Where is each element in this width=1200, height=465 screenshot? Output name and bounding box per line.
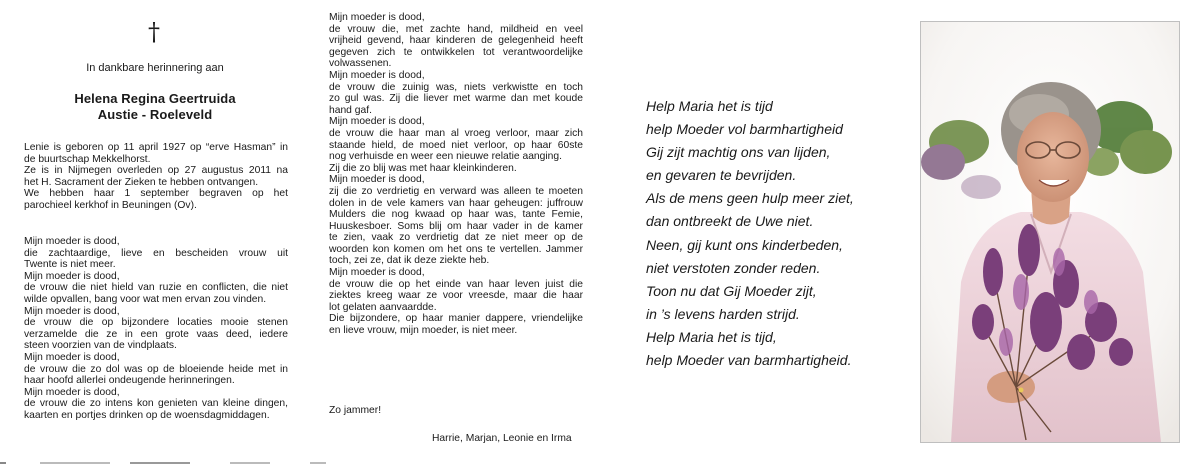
poem-line: dolen in de vele kamers van haar geheugen: juffrouw: [329, 197, 583, 209]
poem-line: de vrouw die haar man al vroeg verloor, maar zich: [329, 127, 583, 139]
bio-line: Lenie is geboren op 11 april 1927 op “erve Hasman” in: [24, 142, 288, 153]
memorial-poem-part2: [329, 12, 583, 337]
prayer-line: en gevaren te bevrijden.: [646, 167, 797, 184]
poem-line: zo gul was. Zij die liever met warme dan met koude: [329, 93, 583, 105]
poem-line: Mijn moeder is dood,: [329, 174, 425, 186]
family-signature: Harrie, Marjan, Leonie en Irma: [432, 433, 572, 444]
poem-line: volwassenen.: [329, 58, 392, 70]
poem-line: woorden kon komen om het ons te vertellen. Jammer: [329, 243, 583, 255]
scan-edge-marks: [0, 459, 1200, 465]
prayer-line: dan ontbreekt de Uwe niet.: [646, 213, 814, 230]
prayer-line: Neen, gij kunt ons kinderbeden,: [646, 236, 843, 253]
poem-line: toch, zei ze, dat ik deze ziekte heb.: [329, 255, 490, 267]
poem-line: die zachtaardige, lieve en bescheiden vrouw uit: [24, 247, 288, 259]
poem-line: kaarten en portjes drinken op de woensdagmiddagen.: [24, 409, 270, 421]
poem-line: de vrouw die zuinig was, niets verkwistte en toch: [329, 81, 583, 93]
prayer-line: Gij zijt machtig ons van lijden,: [646, 144, 831, 161]
poem-line: de vrouw die niet hield van ruzie en conflicten, die niet: [24, 282, 288, 294]
prayer-line: Als de mens geen hulp meer ziet,: [646, 190, 854, 207]
portrait-illustration: [921, 22, 1179, 442]
poem-line: steen voorzien van de vindplaats.: [24, 340, 177, 352]
memorial-poem-part1: [24, 236, 288, 422]
prayer-line: Help Maria het is tijd: [646, 98, 773, 114]
prayer-line: help Moeder vol barmhartigheid: [646, 121, 843, 138]
poem-line: wilde opvallen, bang voor wat men ervan zou vinden.: [24, 293, 267, 305]
poem-line: de vrouw die, met zachte hand, mildheid en veel: [329, 23, 583, 35]
poem-line: vrijheid gevend, haar kinderen de gelegenheid heeft: [329, 35, 583, 47]
portrait-photo: [920, 21, 1180, 443]
poem-line: de vrouw die zo dol was op de bloeiende heide met in: [24, 363, 288, 375]
poem-line: lot gelaten aanvaardde.: [329, 301, 437, 313]
middle-panel: [310, 0, 610, 465]
deceased-name: Helena Regina Geertruida: [74, 91, 236, 106]
cross-icon: †: [148, 18, 160, 46]
poem-line: ziektes kreeg waar ze voor vreesde, maar die haar: [329, 290, 583, 302]
poem-line: Twente is niet meer.: [24, 259, 116, 271]
poem-line: Mijn moeder is dood,: [329, 12, 425, 23]
prayer-text: [646, 95, 854, 372]
prayer-line: Toon nu dat Gij Moeder zijt,: [646, 282, 817, 299]
prayer-line: in ’s levens harden strijd.: [646, 305, 800, 322]
poem-line: Mijn moeder is dood,: [329, 116, 425, 128]
prayer-line: help Moeder van barmhartigheid.: [646, 352, 852, 369]
poem-line: zij die zo verdrietig en verward was alleen te moeten: [329, 185, 583, 197]
poem-line: en lieve vrouw, mijn moeder, is niet meer.: [329, 325, 518, 337]
poem-line: Mijn moeder is dood,: [24, 386, 120, 398]
poem-line: staande hield, de moed niet verloor, op haar 60ste: [329, 139, 583, 151]
left-panel: [0, 0, 310, 465]
poem-line: Mijn moeder is dood,: [24, 305, 120, 317]
bio-line: We hebben haar 1 september begraven op het: [24, 188, 288, 200]
bio-line: parochieel kerkhof in Beuningen (Ov).: [24, 199, 197, 211]
bio-line: Ze is in Nijmegen overleden op 27 augustus 2011 na: [24, 165, 288, 177]
closing-remark: Zo jammer!: [329, 405, 382, 416]
poem-line: de vrouw die op het einde van haar leven juist die: [329, 278, 583, 290]
poem-line: Mijn moeder is dood,: [329, 267, 425, 279]
deceased-surname: Austie - Roeleveld: [97, 107, 213, 122]
bio-line: de buurtschap Mekkelhorst.: [24, 153, 151, 165]
prayer-panel: [610, 0, 910, 465]
biography-text: [24, 142, 288, 212]
poem-line: hand gaf.: [329, 104, 372, 116]
poem-line: Mijn moeder is dood,: [329, 69, 425, 81]
poem-line: de vrouw die op bijzondere locaties mooie stenen: [24, 317, 288, 329]
face: [1017, 112, 1089, 202]
prayer-line: Help Maria het is tijd,: [646, 328, 777, 345]
poem-line: Mijn moeder is dood,: [24, 270, 120, 282]
poem-line: verzamelde die ze in een grote vaas deed, iedere: [24, 328, 288, 340]
poem-line: Die bijzondere, op haar manier dappere, vriendelijke: [329, 313, 583, 325]
poem-line: de vrouw die zo intens kon genieten van kleine dingen,: [24, 398, 288, 410]
poem-line: te zien, vaak zo verdrietig dat ze niet meer op de: [329, 232, 583, 244]
poem-line: Huuskesboer. Soms blij om haar vader in de kamer: [329, 220, 583, 232]
dedication-line: In dankbare herinnering aan: [86, 62, 224, 74]
poem-line: Mijn moeder is dood,: [24, 351, 120, 363]
poem-line: haar hoofd allerlei ondeugende herinneringen.: [24, 375, 235, 387]
poem-line: gegeven zich te ontwikkelen tot verantwoordelijke: [329, 46, 583, 58]
poem-line: nog verhuisde en weer een nieuwe relatie aanging.: [329, 151, 562, 163]
poem-line: Mulders die nog kwaad op haar was, tante Femie,: [329, 209, 583, 221]
poem-line: Zij die zo blij was met haar kleinkinderen.: [329, 162, 517, 174]
hands: [987, 371, 1035, 403]
bio-line: het H. Sacrament der Zieken te hebben ontvangen.: [24, 176, 259, 188]
prayer-line: niet verstoten zonder reden.: [646, 259, 821, 276]
poem-line: Mijn moeder is dood,: [24, 236, 120, 247]
